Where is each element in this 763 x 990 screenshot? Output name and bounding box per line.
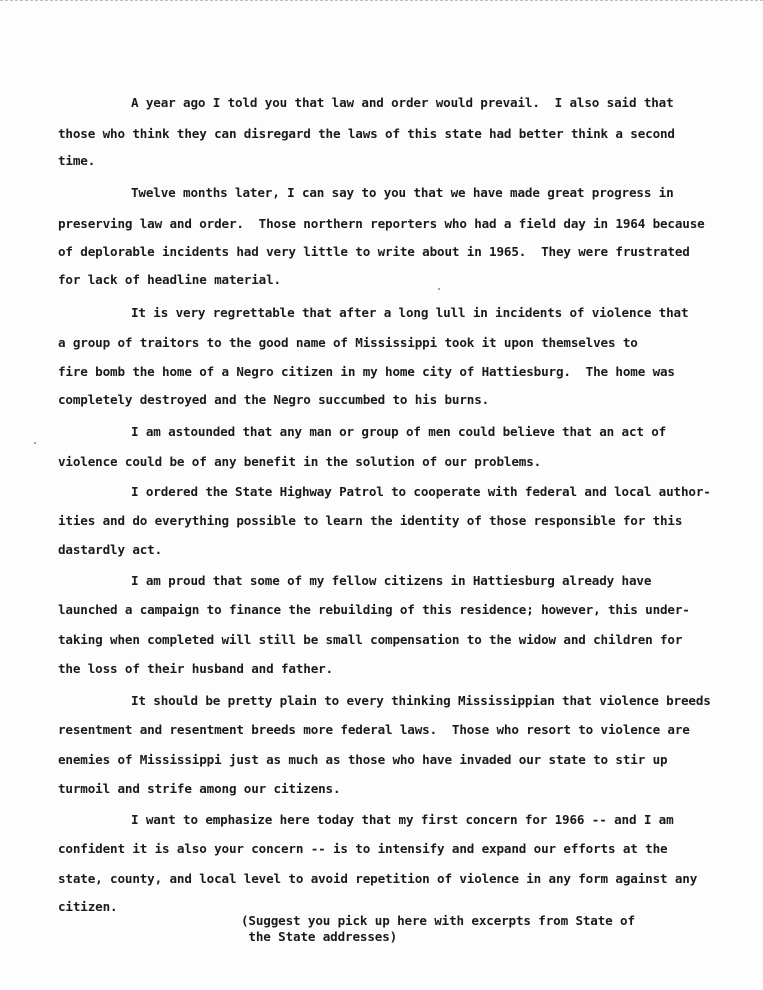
- text-line: I am proud that some of my fellow citizens in Hattiesburg already have: [131, 573, 652, 588]
- scan-speck: [438, 288, 440, 290]
- text-line: a group of traitors to the good name of Mississippi took it upon themselves to: [58, 335, 638, 350]
- text-line: It should be pretty plain to every thinking Mississippian that violence breeds: [131, 693, 711, 708]
- text-line: turmoil and strife among our citizens.: [58, 781, 341, 796]
- text-line: I am astounded that any man or group of men could believe that an act of: [131, 424, 667, 439]
- text-line: completely destroyed and the Negro succumbed to his burns.: [58, 392, 490, 407]
- text-line: taking when completed will still be small compensation to the widow and children for: [58, 632, 683, 647]
- text-line: for lack of headline material.: [58, 272, 281, 287]
- text-line: It is very regrettable that after a long lull in incidents of violence that: [131, 305, 689, 320]
- text-line: state, county, and local level to avoid repetition of violence in any form against any: [58, 871, 698, 886]
- note-line: the State addresses): [241, 929, 398, 944]
- text-line: ities and do everything possible to learn the identity of those responsible for this: [58, 513, 683, 528]
- note-line: (Suggest you pick up here with excerpts from State of: [241, 913, 635, 928]
- text-line: violence could be of any benefit in the solution of our problems.: [58, 454, 542, 469]
- text-line: I want to emphasize here today that my first concern for 1966 -- and I am: [131, 812, 674, 827]
- text-line: Twelve months later, I can say to you that we have made great progress in: [131, 185, 674, 200]
- text-line: preserving law and order. Those northern reporters who had a field day in 1964 because: [58, 216, 705, 231]
- text-line: of deplorable incidents had very little to write about in 1965. They were frustrated: [58, 244, 690, 259]
- scan-speck: [34, 442, 36, 444]
- text-line: those who think they can disregard the laws of this state had better think a second: [58, 126, 675, 141]
- page-top-edge: [0, 0, 763, 1]
- text-line: I ordered the State Highway Patrol to cooperate with federal and local author-: [131, 484, 711, 499]
- text-line: the loss of their husband and father.: [58, 661, 333, 676]
- text-line: confident it is also your concern -- is to intensify and expand our efforts at the: [58, 841, 668, 856]
- text-line: citizen.: [58, 899, 118, 914]
- text-line: fire bomb the home of a Negro citizen in my home city of Hattiesburg. The home was: [58, 364, 675, 379]
- text-line: launched a campaign to finance the rebuilding of this residence; however, this under-: [58, 602, 690, 617]
- text-line: resentment and resentment breeds more federal laws. Those who resort to violence are: [58, 722, 690, 737]
- text-line: time.: [58, 153, 96, 168]
- text-line: enemies of Mississippi just as much as those who have invaded our state to stir up: [58, 752, 668, 767]
- text-line: A year ago I told you that law and order would prevail. I also said that: [131, 95, 674, 110]
- text-line: dastardly act.: [58, 542, 163, 557]
